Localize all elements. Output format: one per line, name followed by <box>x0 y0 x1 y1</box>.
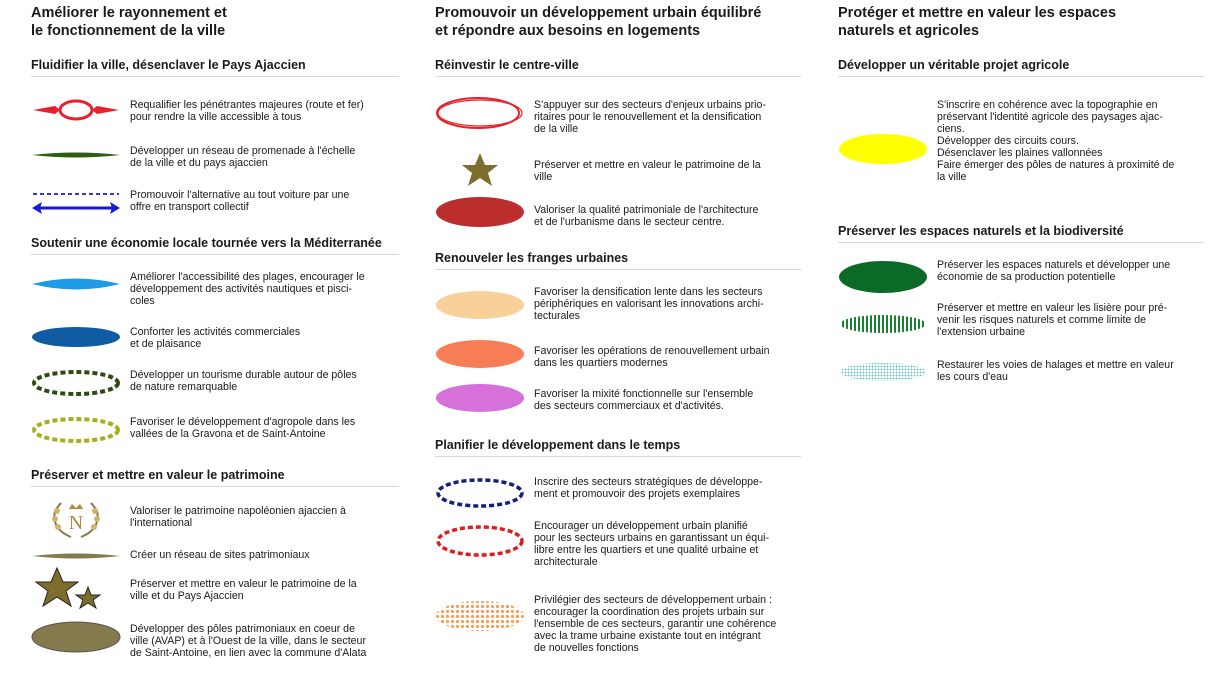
khaki-ellipse-icon <box>31 620 121 654</box>
column-title: Protéger et mettre en valeur les espaces naturels et agricoles <box>838 5 1117 39</box>
dark-green-dashed-ellipse-icon <box>31 369 121 397</box>
red-dashed-ellipse-icon <box>435 520 525 560</box>
section-divider <box>838 76 1204 77</box>
orange-ellipse-icon <box>435 338 525 370</box>
dark-blue-ellipse-icon <box>31 326 121 348</box>
section-divider <box>31 254 399 255</box>
navy-dashed-ellipse-icon <box>435 476 525 510</box>
column-title: Améliorer le rayonnement et le fonctionnement de la ville <box>31 5 227 39</box>
section-divider <box>435 269 801 270</box>
blue-double-arrow-icon <box>31 189 121 215</box>
section-divider <box>31 486 399 487</box>
green-line-icon <box>31 145 121 165</box>
light-blue-ellipse-icon <box>31 271 121 297</box>
khaki-line-icon <box>31 549 121 563</box>
peach-ellipse-icon <box>435 289 525 321</box>
svg-text:N: N <box>68 512 84 534</box>
green-ellipse-icon <box>838 259 928 295</box>
section-title: Planifier le développement dans le temps <box>435 438 681 452</box>
section-title: Soutenir une économie locale tournée vers la Méditerranée <box>31 236 382 250</box>
section-divider <box>838 242 1204 243</box>
section-title: Réinvestir le centre-ville <box>435 58 579 72</box>
section-title: Préserver les espaces naturels et la biodiversité <box>838 224 1124 238</box>
teal-dotted-ellipse-icon <box>838 359 928 387</box>
section-divider <box>435 456 801 457</box>
column-title: Promouvoir un développement urbain équilibré et répondre aux besoins en logements <box>435 5 762 39</box>
violet-ellipse-icon <box>435 382 525 414</box>
section-divider <box>435 76 801 77</box>
section-title: Fluidifier la ville, désenclaver le Pays Ajaccien <box>31 58 306 72</box>
dark-red-ellipse-icon <box>435 195 525 229</box>
section-title: Développer un véritable projet agricole <box>838 58 1070 72</box>
yellow-ellipse-icon <box>838 131 928 167</box>
red-outline-ellipse-icon <box>435 96 525 130</box>
section-divider <box>31 76 399 77</box>
two-stars-icon <box>31 566 121 610</box>
green-striped-ellipse-icon <box>838 302 928 342</box>
section-title: Préserver et mettre en valeur le patrimoine <box>31 468 285 482</box>
orange-dotted-ellipse-icon <box>435 594 525 634</box>
star-icon <box>435 152 525 188</box>
napoleon-emblem-icon <box>31 499 121 541</box>
olive-dashed-ellipse-icon <box>31 416 121 444</box>
red-arrow-ring-icon <box>31 99 121 121</box>
section-title: Renouveler les franges urbaines <box>435 251 629 265</box>
